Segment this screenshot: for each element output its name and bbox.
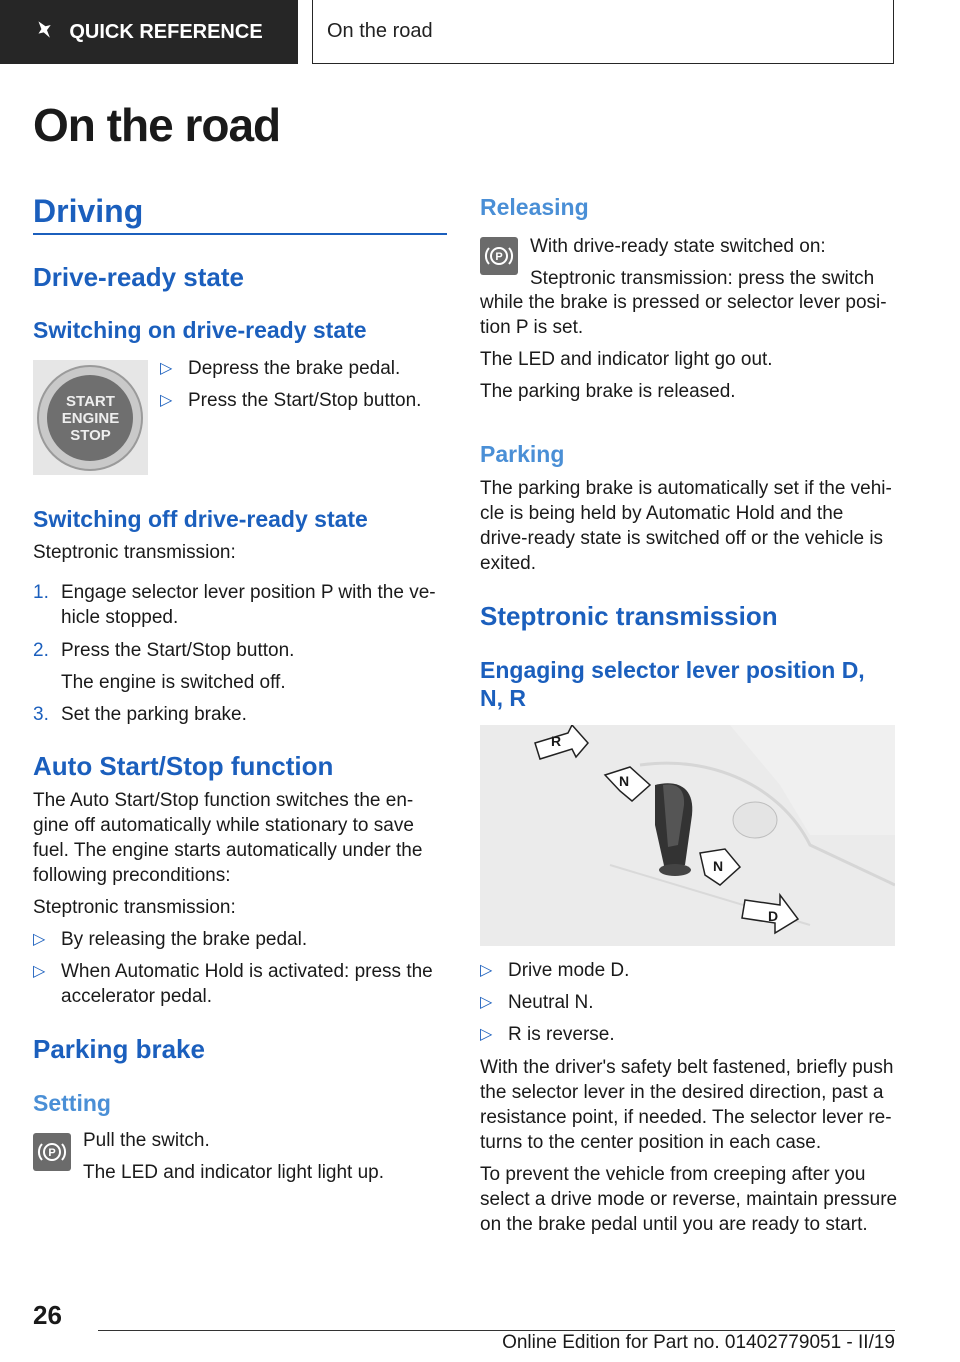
list-item: ▷ Depress the brake pedal.	[160, 358, 401, 379]
quick-reference-tab[interactable]	[0, 0, 298, 64]
engine-label: ENGINE	[61, 410, 120, 427]
releasing-cont: while the brake is pressed or selector lever posi- tion P is set. The LED and indicator light go out. The parking brake is released.	[480, 292, 887, 402]
list-item: 2. Press the Start/Stop button.	[33, 640, 295, 661]
triangle-bullet-icon: ▷	[480, 994, 493, 1011]
triangle-bullet-icon: ▷	[33, 963, 46, 980]
heading-switch-on: Switching on drive-ready state	[33, 317, 367, 343]
triangle-bullet-icon: ▷	[480, 1026, 493, 1043]
list-item: ▷ By releasing the brake pedal.	[33, 929, 308, 950]
section-header-title: On the road	[327, 20, 433, 42]
triangle-bullet-icon: ▷	[160, 360, 173, 377]
parking-brake-icon	[480, 237, 518, 275]
list-item: ▷ R is reverse.	[480, 1024, 615, 1045]
heading-driving: Driving	[33, 193, 144, 229]
section-header[interactable]	[312, 0, 894, 64]
start-stop-button-image	[33, 360, 148, 475]
list-item: 1. Engage selector lever position P with the ve-	[33, 582, 436, 603]
selector-lever-image	[480, 725, 895, 946]
footer-rule	[98, 1330, 895, 1331]
heading-auto-start-stop: Auto Start/Stop function	[33, 751, 334, 781]
list-item-cont: accelerator pedal.	[61, 986, 213, 1007]
start-label: START	[66, 393, 115, 410]
page-number: 26	[33, 1300, 62, 1330]
heading-engaging: Engaging selector lever position D, N, R	[480, 657, 865, 711]
list-item: 3. Set the parking brake.	[33, 704, 247, 725]
parking-brake-icon	[33, 1133, 71, 1171]
heading-parking: Parking	[480, 441, 565, 467]
setting-text: Pull the switch. The LED and indicator light light up.	[83, 1130, 385, 1183]
lever-label-n: N	[619, 773, 630, 789]
list-item: ▷ Neutral N.	[480, 992, 594, 1013]
parking-text: The parking brake is automatically set if the vehi- cle is being held by Automatic Hold and the drive-ready state is switched off or the vehicle is exited.	[480, 478, 892, 574]
footer-edition[interactable]: Online Edition for Part no. 01402779051 - II/19	[502, 1332, 895, 1353]
lever-label-d: D	[768, 908, 779, 924]
heading-switch-off: Switching off drive-ready state	[33, 506, 368, 532]
heading-releasing: Releasing	[480, 194, 589, 220]
list-item-cont: The engine is switched off.	[61, 672, 286, 693]
heading-rule	[33, 233, 447, 235]
list-item-cont: hicle stopped.	[61, 607, 179, 628]
svg-text:P: P	[495, 251, 503, 263]
heading-parking-brake: Parking brake	[33, 1034, 205, 1064]
triangle-bullet-icon: ▷	[160, 392, 173, 409]
releasing-text: With drive-ready state switched on: Steptronic transmission: press the switch	[530, 236, 875, 289]
list-item: ▷ When Automatic Hold is activated: press the	[33, 961, 433, 982]
page-title: On the road	[33, 99, 281, 151]
push-lever-text: With the driver's safety belt fastened, briefly push the selector lever in the desired direction, past a resistance point, if needed. The selector lever re- turns to the center position in each case. To prevent the vehicle from creeping after you select a drive mode or reverse, maintain pressure on the brake pedal until you are ready to start.	[480, 1057, 898, 1235]
quick-reference-label: QUICK REFERENCE	[69, 20, 263, 43]
lever-label-n: N	[713, 858, 724, 874]
switch-off-intro: Steptronic transmission:	[33, 542, 236, 563]
pin-icon	[35, 18, 55, 46]
heading-steptronic: Steptronic transmission	[480, 601, 778, 631]
svg-text:P: P	[48, 1147, 56, 1159]
lever-label-r: R	[551, 733, 562, 749]
list-item: ▷ Press the Start/Stop button.	[160, 390, 422, 411]
list-item: ▷ Drive mode D.	[480, 960, 630, 981]
triangle-bullet-icon: ▷	[33, 931, 46, 948]
auto-start-stop-text: The Auto Start/Stop function switches the en- gine off automatically while stationary to save fuel. The engine starts automatically under the following preconditions: Steptronic transmission:	[33, 790, 423, 918]
triangle-bullet-icon: ▷	[480, 962, 493, 979]
heading-drive-ready: Drive-ready state	[33, 262, 244, 292]
heading-setting: Setting	[33, 1090, 111, 1116]
stop-label: STOP	[70, 427, 111, 444]
